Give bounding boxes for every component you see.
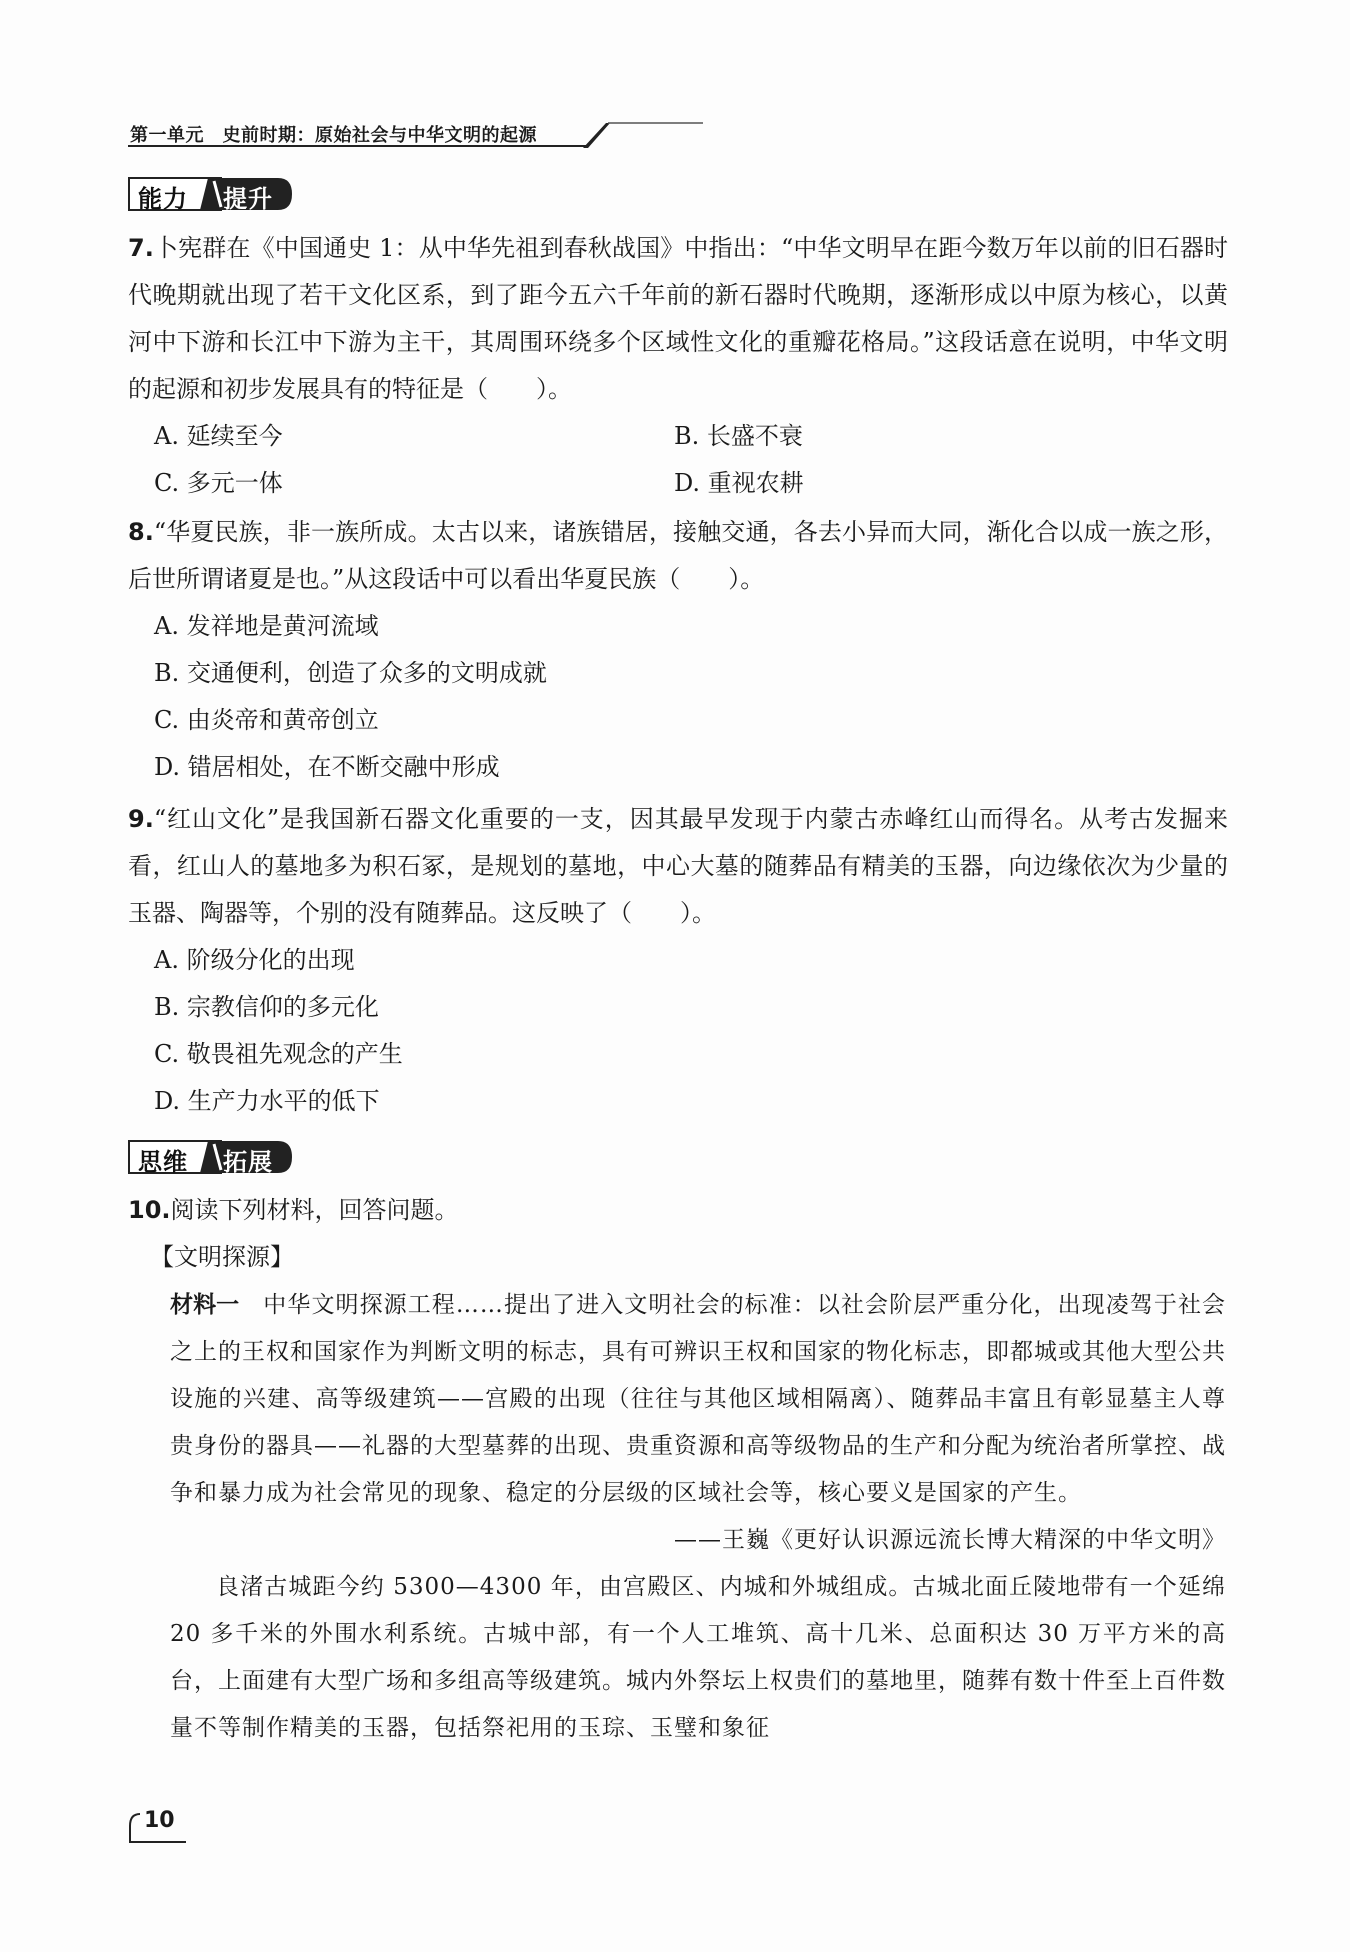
material-1-label: 材料一 [170, 1292, 240, 1318]
material-source: ——王巍《更好认识源远流长博大精深的中华文明》 [674, 1527, 1226, 1553]
option-d[interactable]: D. 错居相处，在不断交融中形成 [154, 753, 500, 781]
option-b[interactable]: B. 长盛不衰 [674, 422, 803, 450]
question-10 [128, 1187, 1228, 1234]
option-c[interactable]: C. 多元一体 [154, 469, 283, 497]
option-a[interactable]: A. 阶级分化的出现 [154, 946, 355, 974]
option-a[interactable]: A. 发祥地是黄河流域 [154, 612, 379, 640]
question-number: 8. [128, 518, 154, 546]
material-block [170, 1282, 1226, 1752]
question-stem: 卜宪群在《中国通史 1：从中华先祖到春秋战国》中指出：“中华文明早在距今数万年以前的旧石器时代晚期就出现了若干文化区系，到了距今五六千年前的新石器时代晚期，逐渐形成以中原为核心，以黄河中下游和长江中下游为主干，其周围环绕多个区域性文化的重瓣花格局。”这段话意在说明，中华文明的起源和初步发展具有的特征是（ ）。 [128, 234, 1228, 403]
page-number-text: 10 [144, 1808, 175, 1833]
material-1 [170, 1282, 1226, 1517]
question-7 [128, 225, 1228, 507]
page-number [126, 1806, 196, 1846]
badge-label-right: 拓展 [223, 1148, 273, 1176]
question-stem: “红山文化”是我国新石器文化重要的一支，因其最早发现于内蒙古赤峰红山而得名。从考古发掘来看，红山人的墓地多为积石冢，是规划的墓地，中心大墓的随葬品有精美的玉器，向边缘依次为少量的玉器、陶器等，个别的没有随葬品。这反映了（ ）。 [128, 805, 1228, 927]
section-badge-ability [128, 177, 293, 211]
badge-label-left: 思维 [138, 1148, 188, 1176]
header-title: 第一单元 史前时期：原始社会与中华文明的起源 [130, 125, 537, 146]
badge-label-right: 提升 [223, 185, 273, 213]
material-paragraph: 良渚古城距今约 5300—4300 年，由宫殿区、内城和外城组成。古城北面丘陵地带有一个延绵 20 多千米的外围水利系统。古城中部，有一个人工堆筑、高十几米、总面积达 30 万平方米的高台，上面建有大型广场和多组高等级建筑。城内外祭坛上权贵们的墓地里，随葬有数十件至上百件数量不等制作精美的玉器，包括祭祀用的玉琮、玉璧和象征 [170, 1574, 1226, 1741]
question-number: 10. [128, 1196, 171, 1224]
option-b[interactable]: B. 宗教信仰的多元化 [154, 993, 379, 1021]
material-section-title: 【文明探源】 [150, 1243, 294, 1271]
question-number: 7. [128, 234, 154, 262]
option-b[interactable]: B. 交通便利，创造了众多的文明成就 [154, 659, 547, 687]
option-a[interactable]: A. 延续至今 [154, 422, 283, 450]
question-8 [128, 509, 1228, 791]
material-1-text: 中华文明探源工程……提出了进入文明社会的标准：以社会阶层严重分化，出现凌驾于社会之上的王权和国家作为判断文明的标志，具有可辨识王权和国家的物化标志，即都城或其他大型公共设施的兴建、高等级建筑——宫殿的出现（往往与其他区域相隔离）、随葬品丰富且有彰显墓主人尊贵身份的器具——礼器的大型墓葬的出现、贵重资源和高等级物品的生产和分配为统治者所掌控、战争和暴力成为社会常见的现象、稳定的分层级的区域社会等，核心要义是国家的产生。 [170, 1292, 1227, 1506]
section-badge-thinking [128, 1140, 293, 1174]
option-d[interactable]: D. 重视农耕 [674, 469, 804, 497]
question-stem: “华夏民族，非一族所成。太古以来，诸族错居，接触交通，各去小异而大同，渐化合以成一族之形，后世所谓诸夏是也。”从这段话中可以看出华夏民族（ ）。 [128, 518, 1228, 593]
badge-label-left: 能力 [138, 185, 188, 213]
option-c[interactable]: C. 敬畏祖先观念的产生 [154, 1040, 403, 1068]
option-d[interactable]: D. 生产力水平的低下 [154, 1087, 380, 1115]
question-stem: 阅读下列材料，回答问题。 [170, 1196, 459, 1224]
running-header [128, 118, 703, 148]
question-number: 9. [128, 805, 154, 833]
question-9 [128, 796, 1228, 1125]
option-c[interactable]: C. 由炎帝和黄帝创立 [154, 706, 379, 734]
